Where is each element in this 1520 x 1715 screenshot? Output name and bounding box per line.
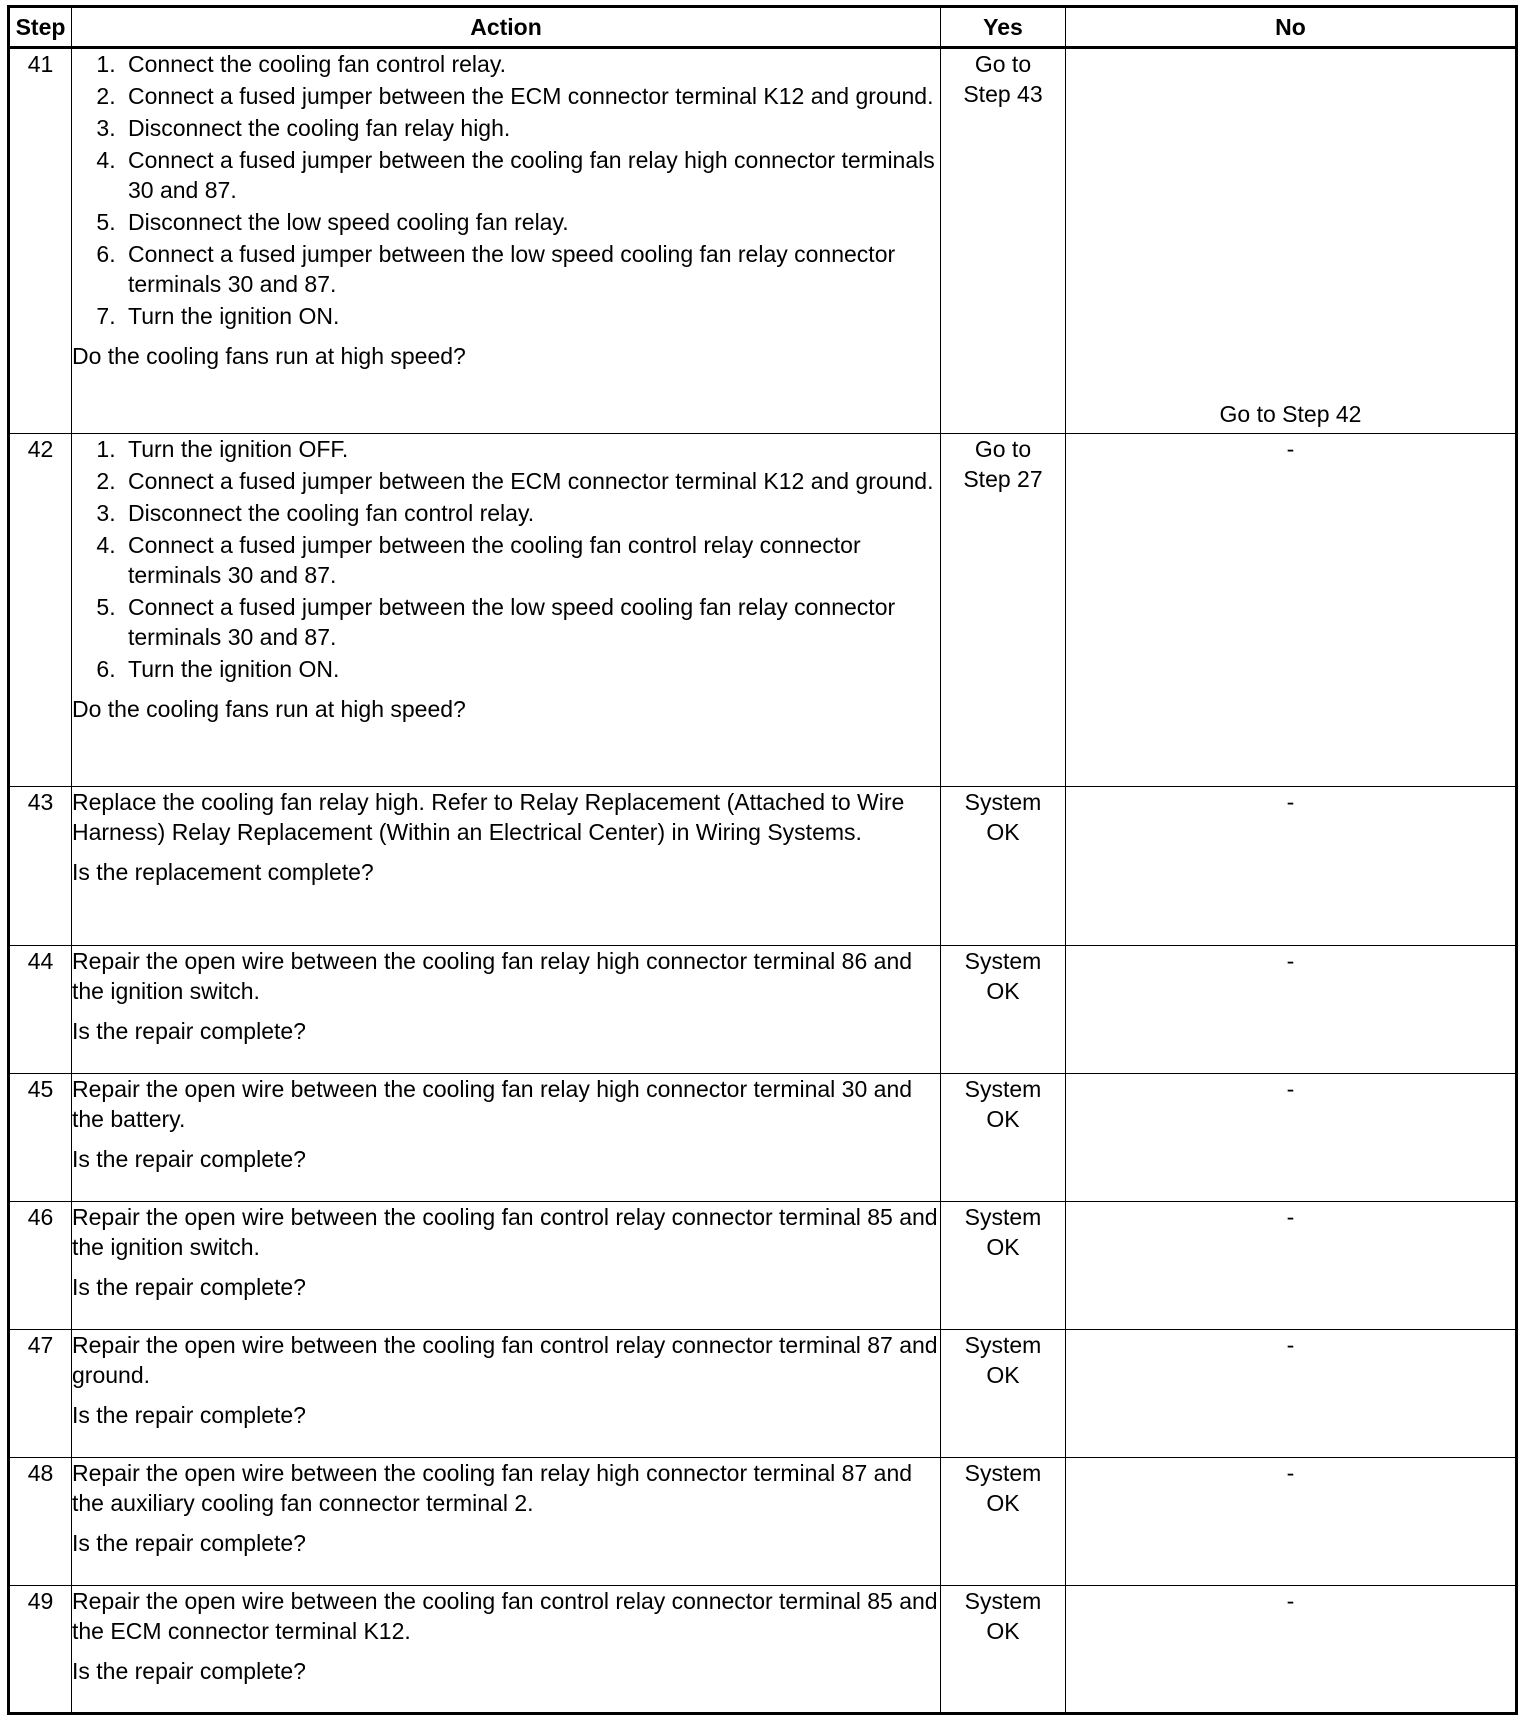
table-row bbox=[9, 1458, 1517, 1586]
yes-cell bbox=[941, 434, 1066, 787]
action-question: Is the repair complete? bbox=[72, 1146, 306, 1172]
no-cell: - bbox=[1066, 1202, 1517, 1330]
substep: 2. Connect a fused jumper between the ECM connector terminal K12 and ground. bbox=[122, 81, 940, 111]
header-no: No bbox=[1066, 7, 1517, 48]
action-text: Repair the open wire between the cooling fan control relay connector terminal 85 and the ECM connector terminal K12. bbox=[72, 1588, 938, 1644]
table-header-row bbox=[9, 7, 1517, 48]
substep: 6. Turn the ignition ON. bbox=[122, 654, 940, 684]
yes-text-line: OK bbox=[986, 1618, 1020, 1644]
action-question: Is the repair complete? bbox=[72, 1402, 306, 1428]
step-number: 47 bbox=[9, 1330, 72, 1458]
action-question: Is the repair complete? bbox=[72, 1530, 306, 1556]
substep: 7. Turn the ignition ON. bbox=[122, 301, 940, 331]
step-number: 46 bbox=[9, 1202, 72, 1330]
yes-text-line: OK bbox=[986, 978, 1020, 1004]
action-text: Repair the open wire between the cooling fan control relay connector terminal 85 and the ignition switch. bbox=[72, 1204, 938, 1260]
header-yes: Yes bbox=[941, 7, 1066, 48]
yes-text-line: OK bbox=[986, 1362, 1020, 1388]
action-question: Do the cooling fans run at high speed? bbox=[72, 696, 466, 722]
step-number: 49 bbox=[9, 1586, 72, 1714]
header-action: Action bbox=[72, 7, 941, 48]
action-question: Is the repair complete? bbox=[72, 1274, 306, 1300]
action-question: Is the repair complete? bbox=[72, 1018, 306, 1044]
substep-list bbox=[72, 49, 940, 331]
yes-text-line: Go to bbox=[974, 51, 1032, 77]
substep: 5. Connect a fused jumper between the low speed cooling fan relay connector terminals 30 and 87. bbox=[122, 592, 940, 652]
yes-text-line: OK bbox=[986, 1106, 1020, 1132]
yes-text-line: System bbox=[964, 1332, 1042, 1358]
yes-cell bbox=[941, 48, 1066, 434]
action-cell bbox=[72, 1202, 941, 1330]
action-question: Do the cooling fans run at high speed? bbox=[72, 343, 466, 369]
no-cell: - bbox=[1066, 1586, 1517, 1714]
yes-text-line: System bbox=[964, 1588, 1042, 1614]
table-row bbox=[9, 1586, 1517, 1714]
substep: 4. Connect a fused jumper between the cooling fan control relay connector terminals 30 and 87. bbox=[122, 530, 940, 590]
yes-cell bbox=[941, 1586, 1066, 1714]
yes-text-line: System bbox=[964, 1460, 1042, 1486]
table-row bbox=[9, 787, 1517, 946]
substep: 3. Disconnect the cooling fan relay high. bbox=[122, 113, 940, 143]
yes-text-line: OK bbox=[986, 1490, 1020, 1516]
no-cell: - bbox=[1066, 946, 1517, 1074]
table-row bbox=[9, 48, 1517, 434]
substep: 5. Disconnect the low speed cooling fan relay. bbox=[122, 207, 940, 237]
substep: 1. Turn the ignition OFF. bbox=[122, 434, 940, 464]
step-number: 48 bbox=[9, 1458, 72, 1586]
table-row bbox=[9, 1074, 1517, 1202]
table-row bbox=[9, 946, 1517, 1074]
substep: 1. Connect the cooling fan control relay. bbox=[122, 49, 940, 79]
yes-text-line: Step 27 bbox=[963, 466, 1043, 492]
yes-cell bbox=[941, 1202, 1066, 1330]
substep: 3. Disconnect the cooling fan control relay. bbox=[122, 498, 940, 528]
no-cell: - bbox=[1066, 434, 1517, 787]
substep: 2. Connect a fused jumper between the ECM connector terminal K12 and ground. bbox=[122, 466, 940, 496]
no-cell: - bbox=[1066, 1458, 1517, 1586]
yes-cell bbox=[941, 1458, 1066, 1586]
action-question: Is the repair complete? bbox=[72, 1658, 306, 1684]
step-number: 45 bbox=[9, 1074, 72, 1202]
action-cell bbox=[72, 1074, 941, 1202]
substep: 4. Connect a fused jumper between the cooling fan relay high connector terminals 30 and 87. bbox=[122, 145, 940, 205]
yes-text-line: System bbox=[964, 948, 1042, 974]
table-row bbox=[9, 1330, 1517, 1458]
yes-text-line: System bbox=[964, 1204, 1042, 1230]
yes-text-line: OK bbox=[986, 1234, 1020, 1260]
no-cell: - bbox=[1066, 1074, 1517, 1202]
diagnostic-page bbox=[7, 5, 1515, 1715]
step-number: 41 bbox=[9, 48, 72, 434]
header-step: Step bbox=[9, 7, 72, 48]
no-cell: Go to Step 42 bbox=[1066, 48, 1517, 434]
no-cell: - bbox=[1066, 787, 1517, 946]
action-cell bbox=[72, 787, 941, 946]
yes-cell bbox=[941, 1074, 1066, 1202]
yes-text-line: System bbox=[964, 789, 1042, 815]
yes-text-line: OK bbox=[986, 819, 1020, 845]
action-cell bbox=[72, 1586, 941, 1714]
yes-cell bbox=[941, 946, 1066, 1074]
action-cell bbox=[72, 48, 941, 434]
action-text: Replace the cooling fan relay high. Refer to Relay Replacement (Attached to Wire Harness) Relay Replacement (Within an Electrical Center) in Wiring Systems. bbox=[72, 789, 905, 845]
action-question: Is the replacement complete? bbox=[72, 859, 374, 885]
yes-cell bbox=[941, 787, 1066, 946]
action-text: Repair the open wire between the cooling fan relay high connector terminal 86 and the ignition switch. bbox=[72, 948, 913, 1004]
diagnostic-table bbox=[7, 5, 1518, 1715]
action-text: Repair the open wire between the cooling fan control relay connector terminal 87 and ground. bbox=[72, 1332, 938, 1388]
yes-text-line: System bbox=[964, 1076, 1042, 1102]
yes-text-line: Go to bbox=[974, 436, 1032, 462]
step-number: 44 bbox=[9, 946, 72, 1074]
yes-text-line: Step 43 bbox=[963, 81, 1043, 107]
step-number: 42 bbox=[9, 434, 72, 787]
action-cell bbox=[72, 434, 941, 787]
no-cell: - bbox=[1066, 1330, 1517, 1458]
substep: 6. Connect a fused jumper between the low speed cooling fan relay connector terminals 30 and 87. bbox=[122, 239, 940, 299]
action-text: Repair the open wire between the cooling fan relay high connector terminal 30 and the battery. bbox=[72, 1076, 913, 1132]
step-number: 43 bbox=[9, 787, 72, 946]
action-cell bbox=[72, 946, 941, 1074]
table-row bbox=[9, 434, 1517, 787]
action-cell bbox=[72, 1458, 941, 1586]
action-cell bbox=[72, 1330, 941, 1458]
substep-list bbox=[72, 434, 940, 684]
table-row bbox=[9, 1202, 1517, 1330]
yes-cell bbox=[941, 1330, 1066, 1458]
action-text: Repair the open wire between the cooling fan relay high connector terminal 87 and the auxiliary cooling fan connector terminal 2. bbox=[72, 1460, 913, 1516]
